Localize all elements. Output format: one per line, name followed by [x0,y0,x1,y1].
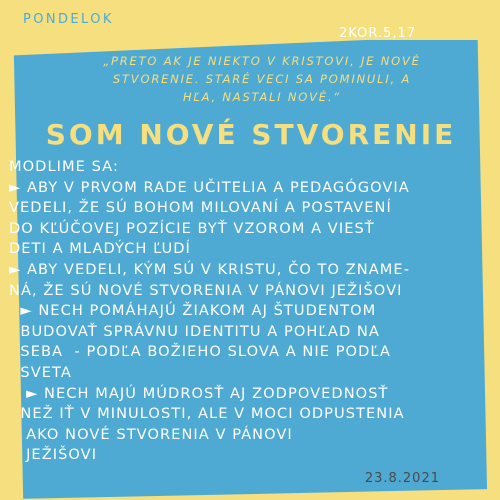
prayer-line: MODLIME SA: [9,158,119,175]
prayer-line: ► ABY VEDELI, KÝM SÚ V KRISTU, ČO TO ZNAME- [9,260,411,278]
day-label: PONDELOK [23,12,114,27]
prayer-line: AKO NOVÉ STVORENIA V PÁNOVI [9,425,293,443]
quote-line: „PRETO AK JE NIEKTO V KRISTOVI, JE NOVÉ [103,54,421,68]
date-label: 23.8.2021 [364,471,440,486]
prayer-line: NEŽ IŤ V MINULOSTI, ALE V MOCI ODPUSTENIA [9,405,405,423]
prayer-text [9,157,494,466]
prayer-line: DO KĽÚČOVEJ POZÍCIE BYŤ VZOROM A VIESŤ [9,219,375,237]
quote-line: HĽA, NASTALI NOVÉ.“ [182,90,342,104]
prayer-line: SEBA - PODĽA BOŽIEHO SLOVA A NIE PODĽA [9,343,391,361]
prayer-line: ► NECH POMÁHAJÚ ŽIAKOM AJ ŠTUDENTOM [9,302,377,320]
page-title: SOM NOVÉ STVORENIE [45,118,457,151]
prayer-line: VEDELI, ŽE SÚ BOHOM MILOVANÍ A POSTAVENÍ [9,199,392,217]
prayer-line: SVETA [9,363,72,381]
prayer-line: JEŽIŠOVI [9,446,98,464]
bible-reference: 2KOR.5,17 [339,26,416,41]
bible-quote [52,52,472,106]
quote-line: STVORENIE. STARÉ VECI SA POMINULI, A [112,72,412,86]
prayer-line: BUDOVAŤ SPRÁVNU IDENTITU A POHĽAD NA [9,322,380,340]
prayer-line: NÁ, ŽE SÚ NOVÉ STVORENIA V PÁNOVI JEŽIŠOVI [9,281,403,299]
prayer-line: ► ABY V PRVOM RADE UČITELIA A PEDAGÓGOVIA [9,178,410,196]
prayer-line: ► NECH MAJÚ MÚDROSŤ AJ ZODPOVEDNOSŤ [9,384,389,402]
prayer-line: DETI A MLADÝCH ĽUDÍ [9,240,191,258]
